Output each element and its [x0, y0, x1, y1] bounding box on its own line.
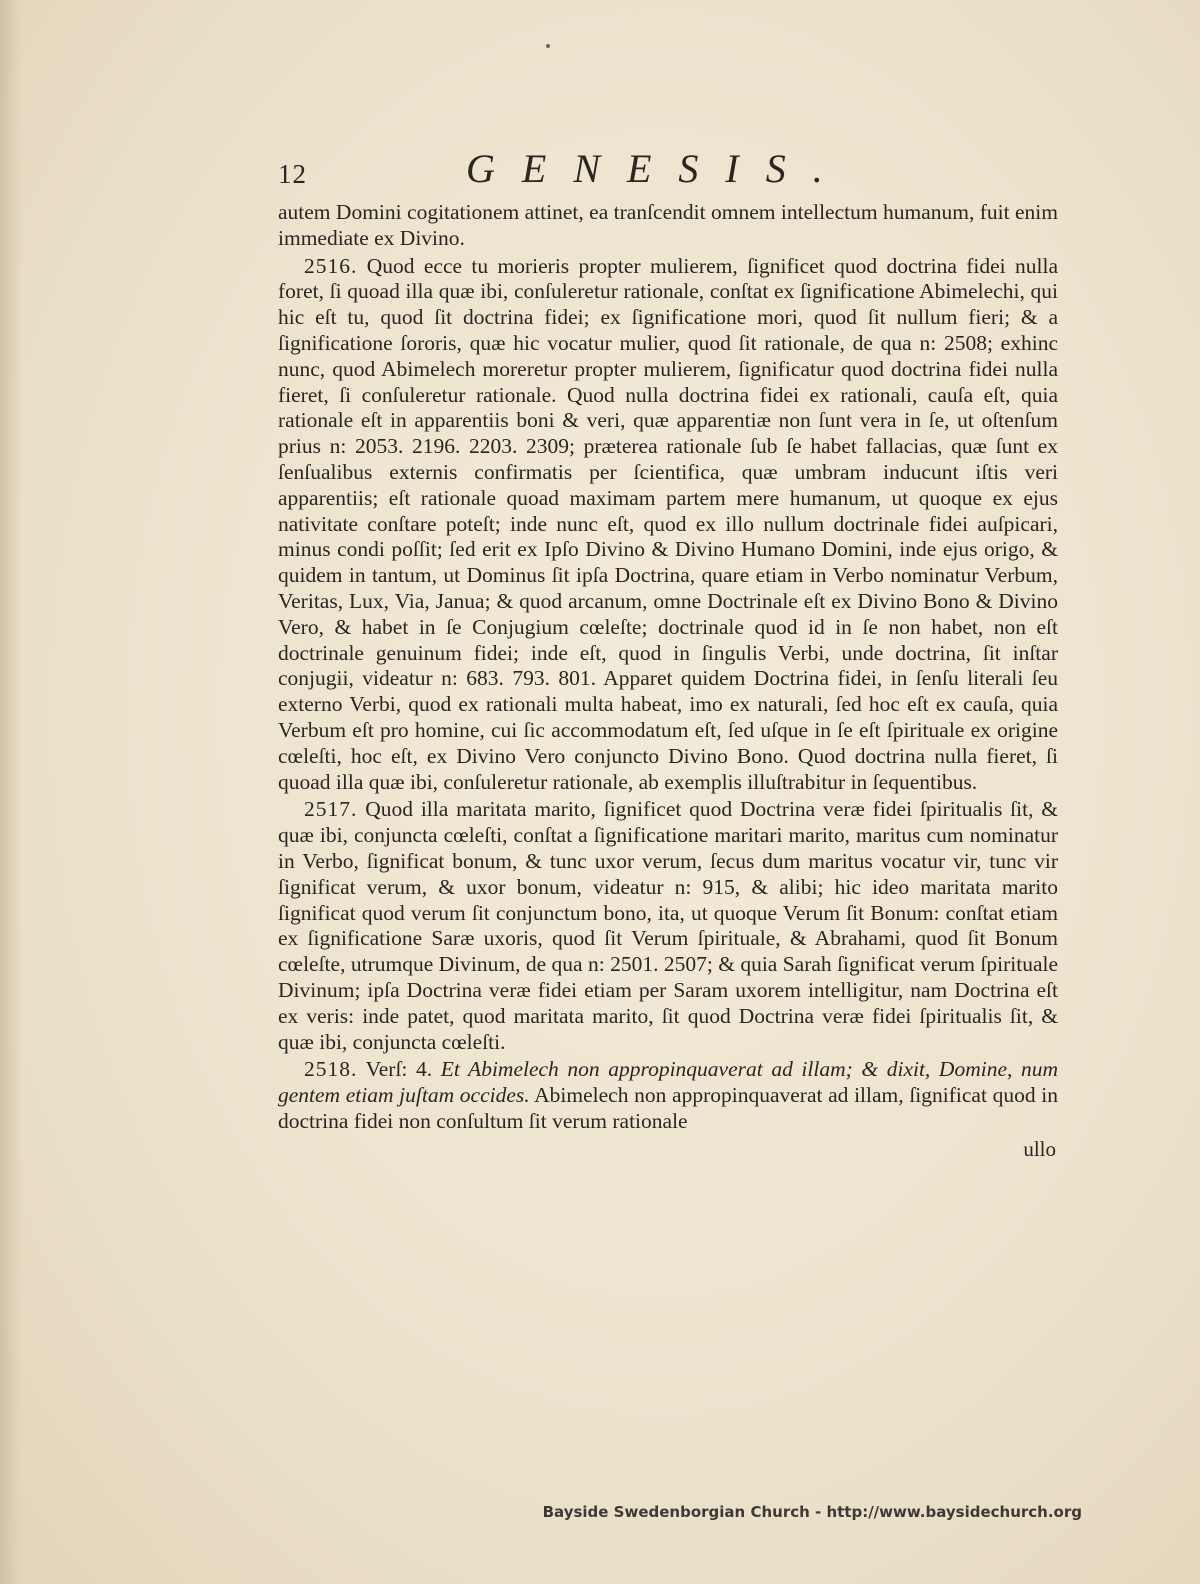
verse-quotation: Et Abimelech non appropinquaverat ad illam; & dixit, Domine, num gentem etiam juſtam occides. [278, 1057, 1058, 1108]
paragraph-number: 2516. [304, 253, 358, 278]
paragraph-number: 2518. [304, 1057, 358, 1082]
ink-speck [546, 44, 550, 48]
paragraph-continuation [278, 200, 1058, 252]
paragraph-text: Quod ecce tu morieris propter mulierem, ſignificet quod doctrina fidei nulla foret, ſi quoad illa quæ ibi, conſuleretur rationale, conſtat ex ſignificatione Abimelechi, qui hic eſt tu, quod ſit doctrina fidei; ex ſignificatione mori, quod ſit nullum fieri; & a ſignificatione ſororis, quæ hic vocatur mulier, quod ſit rationale, de qua n: 2508; exhinc nunc, quod Abimelech moreretur propter mulierem, ſignificatur quod doctrina fidei nulla fieret, ſi conſuleretur rationale. Quod nulla doctrina fidei ex rationali, cauſa eſt, quia rationale eſt in apparentiis boni & veri, quæ apparentiæ non ſunt vera in ſe, ut oſtenſum prius n: 2053. 2196. 2203. 2309; præterea rationale ſub ſe habet fallacias, quæ ſunt ex ſenſualibus externis confirmatis per ſcientifica, quæ umbram inducunt iſtis veri apparentiis; eſt rationale quoad maximam partem mere humanum, ut quoque ex ejus nativitate conſtare poteſt; inde nunc eſt, quod ex illo nullum doctrinale fidei auſpicari, minus condi poſſit; ſed erit ex Ipſo Divino & Divino Humano Domini, inde ejus origo, & quidem in tantum, ut Dominus ſit ipſa Doctrina, quare etiam in Verbo nominatur Verbum, Veritas, Lux, Via, Janua; & quod arcanum, omne Doctrinale eſt ex Divino Bono & Divino Vero, & habet in ſe Conjugium cœleſte; doctrinale quod id in ſe non habet, non eſt doctrinale genuinum fidei; inde eſt, quod in ſingulis Verbi, unde doctrina, ſit inſtar conjugii, videatur n: 683. 793. 801. Apparet quidem Doctrina fidei, in ſenſu literali ſeu externo Verbi, quod ex rationali multa habeat, imo ex naturali, ſed hoc eſt ex cauſa, quia Verbum eſt pro homine, cui ſic accommodatum eſt, ſed uſque in ſe eſt ſpirituale ex origine cœleſti, hoc eſt, ex Divino Vero conjuncto Divino Bono. Quod doctrina nulla fieret, ſi quoad illa quæ ibi, conſuleretur rationale, ab exemplis illuſtrabitur in ſequentibus. [278, 253, 1058, 794]
paragraph-2518 [278, 1057, 1058, 1134]
running-head [278, 145, 1058, 195]
page-number: 12 [278, 159, 307, 189]
paragraph-text: Quod illa maritata marito, ſignificet quod Doctrina veræ fidei ſpiritualis ſit, & quæ ibi, conjuncta cœleſti, conſtat a ſignificatione maritari marito, maritus cum nominatur in Verbo, ſignificat bonum, & tunc uxor verum, ſecus dum maritus vocatur vir, tunc vir ſignificat verum, & uxor bonum, videatur n: 915, & alibi; hic ideo maritata marito ſignificat quod verum ſit conjunctum bono, ita, ut quoque Verum ſit Bonum: conſtat etiam ex ſignificatione Saræ uxoris, quod ſit Verum ſpirituale, & Abrahami, quod ſit Bonum cœleſte, utrumque Divinum, de qua n: 2501. 2507; & quia Sarah ſignificat verum ſpirituale Divinum; ipſa Doctrina veræ fidei etiam per Saram uxorem intelligitur, nam Doctrina eſt ex veris: inde patet, quod maritata marito, ſit quod Doctrina veræ fidei ſpiritualis ſit, & quæ ibi, conjuncta cœleſti. [278, 797, 1059, 1054]
verse-reference: Verſ: 4. [365, 1057, 433, 1082]
paragraph-text: autem Domini cogitationem attinet, ea tranſcendit omnem intellectum humanum, fuit enim immediate ex Divino. [278, 200, 1058, 250]
book-title: GENESIS. [466, 146, 850, 191]
catchword: ullo [1023, 1136, 1056, 1161]
footer-credit: Bayside Swedenborgian Church - http://www.baysidechurch.org [542, 1503, 1082, 1521]
paragraph-2516 [278, 254, 1058, 796]
body-text [278, 200, 1058, 1162]
paragraph-number: 2517. [304, 797, 358, 822]
paragraph-text: Abimelech non appropinquaverat ad illam, ſignificat quod in doctrina fidei non conſultum ſit verum rationale [278, 1083, 1058, 1133]
page-gutter-shadow [0, 0, 22, 1584]
paragraph-2517 [278, 797, 1058, 1055]
